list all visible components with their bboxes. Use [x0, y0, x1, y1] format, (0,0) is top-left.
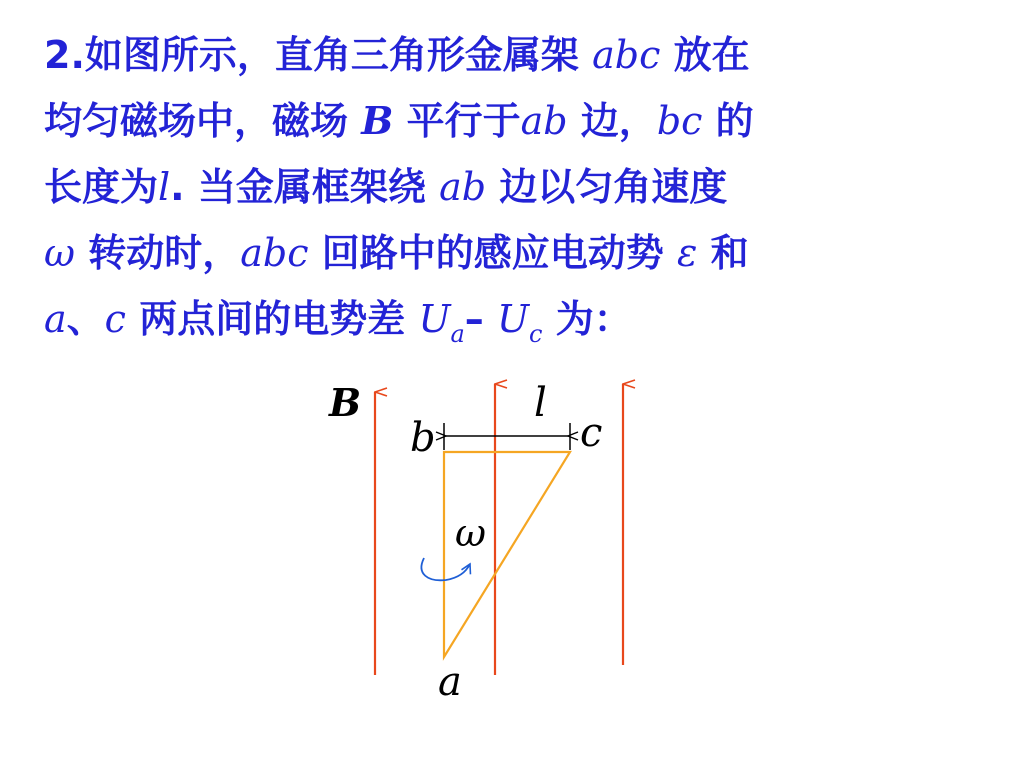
- text-segment: 转动时，: [75, 231, 241, 275]
- vertex-label-b: b: [410, 415, 436, 461]
- math-abc: abc: [240, 231, 309, 275]
- text-segment: . 当金属框架绕: [170, 165, 440, 209]
- rotation-arrow-icon: [421, 558, 470, 580]
- vertex-label-a: a: [438, 659, 462, 705]
- text-segment: 边，: [567, 99, 657, 143]
- math-subscript-a: a: [450, 320, 465, 348]
- math-l: l: [158, 165, 171, 209]
- math-c: c: [104, 297, 126, 341]
- text-segment: 边以匀角速度: [486, 165, 728, 209]
- text-segment: 放在: [660, 33, 750, 77]
- math-abc: abc: [592, 33, 661, 77]
- text-segment: 两点间的电势差: [125, 297, 419, 341]
- text-segment: 长度为: [44, 165, 159, 209]
- vertex-label-c: c: [580, 410, 603, 456]
- math-epsilon: ε: [676, 231, 698, 275]
- text-segment: 和: [697, 231, 749, 275]
- math-omega: ω: [44, 231, 75, 275]
- field-label-B: B: [329, 380, 362, 425]
- text-segment: 如图所示，直角三角形金属架: [84, 33, 593, 77]
- math-ab: ab: [439, 165, 487, 209]
- math-ab: ab: [520, 99, 568, 143]
- math-a: a: [44, 297, 67, 341]
- text-segment: –: [464, 297, 498, 341]
- problem-number: 2.: [44, 33, 85, 77]
- text-segment: 为：: [542, 297, 632, 341]
- math-U: U: [497, 297, 530, 341]
- text-segment: 均匀磁场中，磁场: [44, 99, 362, 143]
- text-segment: 平行于: [393, 99, 521, 143]
- math-B: B: [361, 98, 394, 143]
- omega-label: ω: [455, 511, 486, 555]
- math-bc: bc: [656, 99, 703, 143]
- math-subscript-c: c: [529, 320, 543, 348]
- text-segment: 、: [66, 297, 105, 341]
- text-segment: 的: [702, 99, 754, 143]
- math-U: U: [418, 297, 451, 341]
- length-label-l: l: [534, 380, 547, 426]
- text-segment: 回路中的感应电动势: [308, 231, 677, 275]
